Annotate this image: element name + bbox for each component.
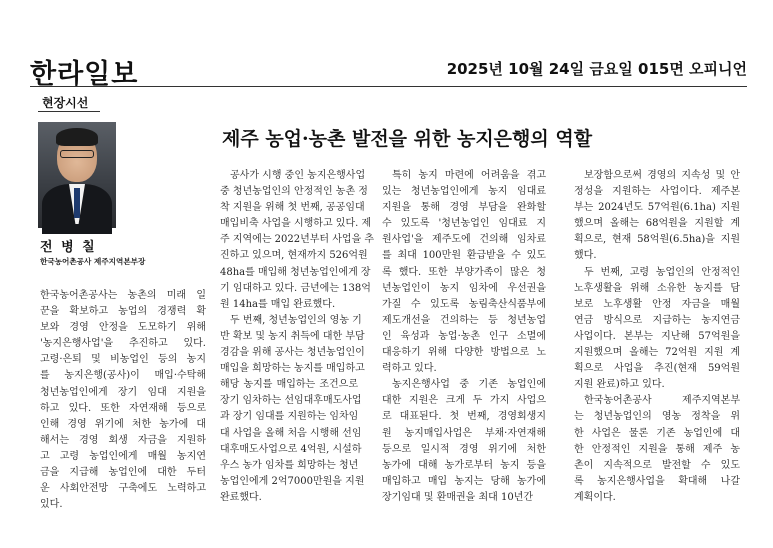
issue-dateline: 2025년 10월 24일 금요일 015면 오피니언	[446, 60, 747, 78]
article-line: 농업인에게 2억7000만원을 지원	[220, 475, 365, 487]
article-line: 장기 임차하는 선임대후매도사업	[220, 395, 362, 407]
article-line: 공사가 시행 중인 농지은행사업	[230, 170, 366, 181]
newspaper-masthead: 한라일보	[30, 59, 139, 90]
article-line: 원 14ha를 매입 완료했다.	[220, 298, 336, 310]
article-line: 록 농지은행사업을 확대해 나갈	[574, 475, 740, 487]
article-line: 장기임대 및 환매권을 최대 10년간	[382, 491, 534, 503]
article-headline: 제주 농업·농촌 발전을 위한 농지은행의 역할	[222, 128, 593, 150]
article-line: 반 확보 및 농지 취득에 대한 부담	[220, 330, 365, 342]
article-line: 보로 노후생활 안정 자금을 매월	[574, 298, 740, 310]
article-line: 보와 경영 안정을 도모하기 위해	[40, 322, 206, 334]
author-photo	[38, 122, 116, 228]
article-line: 대 사업을 올해 처음 시행해 선임	[220, 427, 362, 439]
article-line: 부는 2024년도 57억원(6.1ha) 지원	[574, 202, 740, 214]
author-name: 전 병 칠	[40, 240, 97, 255]
article-line: 력하고 있다.	[382, 363, 437, 375]
article-line: 정성을 지원하는 사업이다. 제주본	[574, 186, 740, 198]
article-line: 를 농지은행(공사)이 매입·수탁해	[40, 370, 206, 382]
article-line: 청년농업인에게 장기 임대 지원을	[40, 386, 206, 398]
article-line: 원 농지매입사업은 부채·자연재해	[382, 427, 546, 439]
article-line: '농지은행사업'을 추진하고 있다.	[40, 338, 206, 350]
article-line: 운 사회안전망 구축에도 노력하고	[40, 483, 206, 495]
article-line: 했다.	[574, 250, 597, 262]
article-line: 중 청년농업인의 안정적인 농촌 정	[220, 186, 368, 198]
article-line: 원사업'을 제주도에 건의해 임차료	[382, 234, 546, 246]
article-line: 연금 방식으로 지급하는 농지연금	[574, 314, 740, 326]
article-line: 있는 청년농업인에게 농지 임대료	[382, 186, 546, 198]
article-line: 지원을 통해 경영 부담을 완화할	[382, 202, 546, 214]
article-line: 고 고령 농업인에게 매월 농지연	[40, 450, 206, 462]
article-column-4	[574, 168, 740, 506]
article-line: 진하고 있으며, 현재까지 526억원	[220, 250, 368, 262]
article-line: 해당 농지를 매입하는 조건으로	[220, 379, 358, 391]
article-line: 획으로 사업을 추진(현재 59억원	[574, 363, 740, 375]
article-line: 착 지원을 위해 첫 번째, 공공임대	[220, 202, 365, 214]
article-line: 매입비축 사업을 시행하고 있다. 제	[220, 218, 372, 230]
article-line: 가질 수 있도록 농림축산식품부에	[382, 298, 546, 310]
article-line: 한 안정적인 지원을 통해 제주 농	[574, 443, 740, 455]
article-line: 금을 지급해 농업인에 대한 두터	[40, 467, 206, 479]
article-column-1	[40, 288, 206, 513]
article-line: 를 최대 100만원 환급받을 수 있도	[382, 250, 546, 262]
article-line: 로 대표된다. 첫 번째, 경영회생지	[382, 411, 546, 423]
article-line: 대응하기 위해 다양한 방법으로 노	[382, 347, 546, 359]
article-line: 록 했다. 또한 부양가족이 많은 청	[382, 266, 546, 278]
article-line: 제도개선을 건의하는 등 청년농업	[382, 314, 546, 326]
article-line: 주 지역에는 2022년부터 사업을 추	[220, 234, 375, 246]
article-line: 완료했다.	[220, 491, 262, 503]
section-underline	[38, 111, 100, 112]
author-title: 한국농어촌공사 제주지역본부장	[40, 257, 146, 266]
article-line: 경감을 위해 공사는 청년농업인이	[220, 347, 365, 359]
article-line: 기 임대하고 있다. 금년에는 138억	[220, 282, 371, 294]
article-line: 보장함으로써 경영의 지속성 및 안	[584, 170, 740, 181]
article-line: 년농업인이 농지 임차에 우선권을	[382, 282, 546, 294]
article-line: 지원했으며 올해는 72억원 지원 계	[574, 347, 740, 359]
article-line: 고령·은퇴 및 비농업인 등의 농지	[40, 354, 206, 366]
article-line: 과 장기 임대를 지원하는 임차임	[220, 411, 359, 423]
article-line: 특히 농지 마련에 어려움을 겪고	[392, 170, 546, 181]
article-line: 했으며 올해는 68억원을 지원할 계	[574, 218, 740, 230]
article-line: 는 청년농업인의 영농 정착을 위	[574, 411, 740, 423]
article-line: 한국농어촌공사 제주지역본부	[584, 395, 740, 407]
article-line: 수 있도록 '청년농업인 임대료 지	[382, 218, 546, 230]
article-line: 사업이다. 본부는 지난해 57억원을	[574, 330, 740, 342]
article-line: 48ha를 매입해 청년농업인에게 장	[220, 266, 371, 278]
article-line: 노후생활을 위해 소유한 농지를 담	[574, 282, 740, 294]
article-line: 대후매도사업으로 4억원, 시설하	[220, 443, 362, 455]
article-line: 한국농어촌공사는 농촌의 미래 일	[40, 290, 206, 301]
article-line: 꾼을 확보하고 농업의 경쟁력 확	[40, 306, 206, 318]
article-line: 두 번째, 고령 농업인의 안정적인	[584, 266, 740, 278]
article-line: 지원 완료)하고 있다.	[574, 379, 665, 391]
article-line: 촌이 지속적으로 발전할 수 있도	[574, 459, 740, 471]
article-line: 대한 지원은 크게 두 가지 사업으	[382, 395, 546, 407]
article-line: 계획이다.	[574, 491, 616, 503]
article-line: 농가에 대해 농가로부터 농지 등을	[382, 459, 546, 471]
article-line: 인해 경영 위기에 처한 농가에 대	[40, 418, 206, 430]
article-line: 인 육성과 농업·농촌 인구 소멸에	[382, 330, 546, 342]
article-line: 하고 있다. 또한 자연재해 등으로	[40, 402, 206, 414]
article-line: 농지은행사업 중 기존 농업인에	[392, 379, 546, 391]
article-line: 해서는 경영 회생 자금을 지원하	[40, 434, 206, 446]
article-line: 우스 농가 임차를 희망하는 청년	[220, 459, 359, 471]
article-line: 매입하고 매입 농지는 당해 농가에	[382, 475, 546, 487]
section-label: 현장시선	[42, 96, 89, 110]
article-line: 한 사업은 물론 기존 농업인에 대	[574, 427, 740, 439]
article-column-3	[382, 168, 546, 506]
article-line: 등으로 일시적 경영 위기에 처한	[382, 443, 546, 455]
article-line: 획으로, 현재 58억원(6.5ha)을 지원	[574, 234, 740, 246]
article-line: 두 번째, 청년농업인의 영농 기	[230, 314, 362, 326]
article-line: 있다.	[40, 499, 63, 511]
article-column-2	[220, 168, 375, 506]
article-line: 매입을 희망하는 농지를 매입하고	[220, 363, 365, 375]
masthead-divider	[30, 86, 747, 87]
